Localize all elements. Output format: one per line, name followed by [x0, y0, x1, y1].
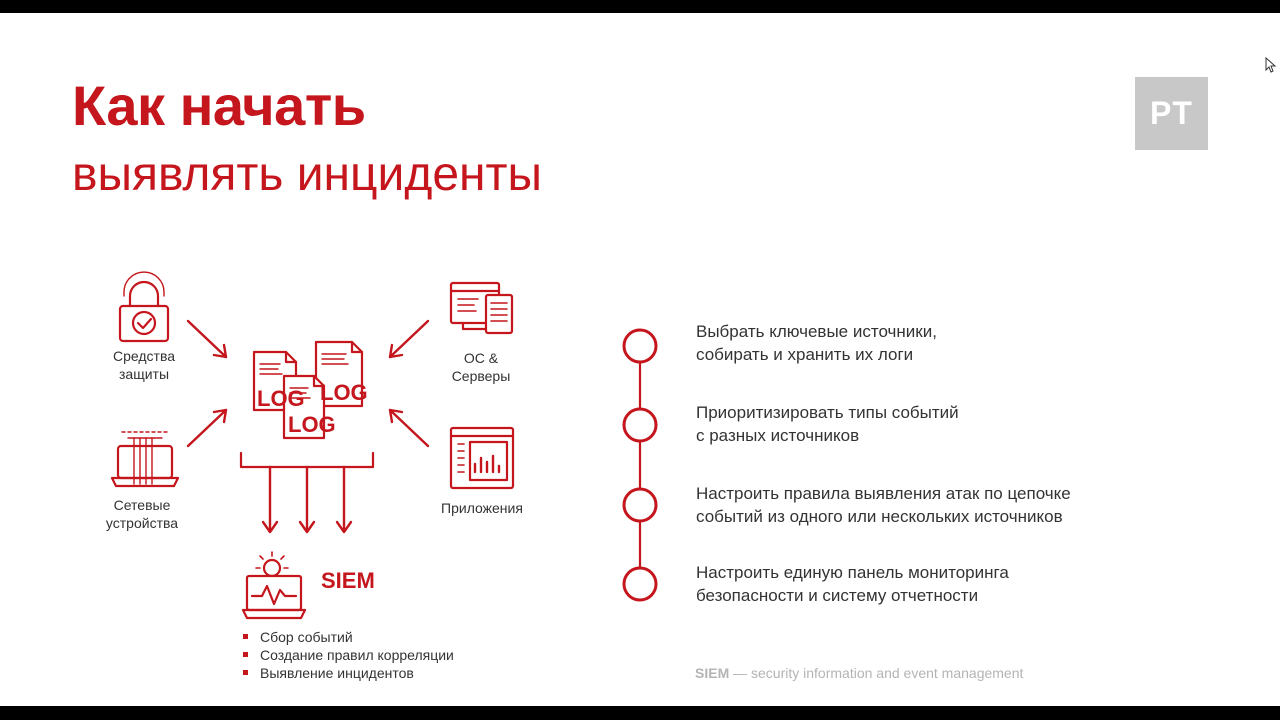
- application-window-icon: [451, 428, 513, 488]
- log-label-1: LOG: [257, 386, 305, 411]
- step-3: Настроить правила выявления атак по цепочке событий из одного или нескольких источников: [696, 484, 1071, 526]
- network-device-icon: [112, 432, 178, 486]
- source-os-caption: ОС & Серверы: [451, 350, 511, 384]
- step-1: Выбрать ключевые источники, собирать и хранить их логи: [696, 322, 937, 364]
- padlock-icon: [120, 272, 168, 341]
- log-label-2: LOG: [320, 380, 368, 405]
- down-arrows: [263, 467, 351, 532]
- source-security-caption: Средства защиты: [112, 348, 176, 382]
- siem-label: SIEM: [321, 568, 375, 593]
- arrow-from-os: [390, 321, 428, 357]
- arrow-from-security: [188, 321, 226, 357]
- source-network-caption: Сетевые устройства: [105, 497, 179, 531]
- title-line-2: выявлять инциденты: [72, 148, 543, 201]
- title-line-1: Как начать: [72, 74, 366, 137]
- mouse-cursor-icon: [1266, 58, 1275, 72]
- source-apps-caption: Приложения: [441, 500, 523, 516]
- siem-bullet: Создание правил корреляции: [243, 646, 454, 664]
- log-label-3: LOG: [288, 412, 336, 437]
- siem-bullet-list: [243, 628, 454, 682]
- footer-note: SIEM — security information and event management: [695, 665, 1024, 681]
- bracket: [241, 453, 373, 467]
- siem-bullet: Сбор событий: [243, 628, 454, 646]
- arrow-from-network: [188, 410, 226, 446]
- step-2: Приоритизировать типы событий с разных источников: [696, 403, 959, 445]
- siem-bullet: Выявление инцидентов: [243, 664, 454, 682]
- server-desktop-icon: [451, 283, 512, 333]
- siem-monitor-icon: [243, 552, 305, 618]
- pt-logo: PT: [1135, 77, 1208, 150]
- step-4: Настроить единую панель мониторинга безопасности и систему отчетности: [696, 563, 1009, 605]
- arrow-from-apps: [390, 410, 428, 446]
